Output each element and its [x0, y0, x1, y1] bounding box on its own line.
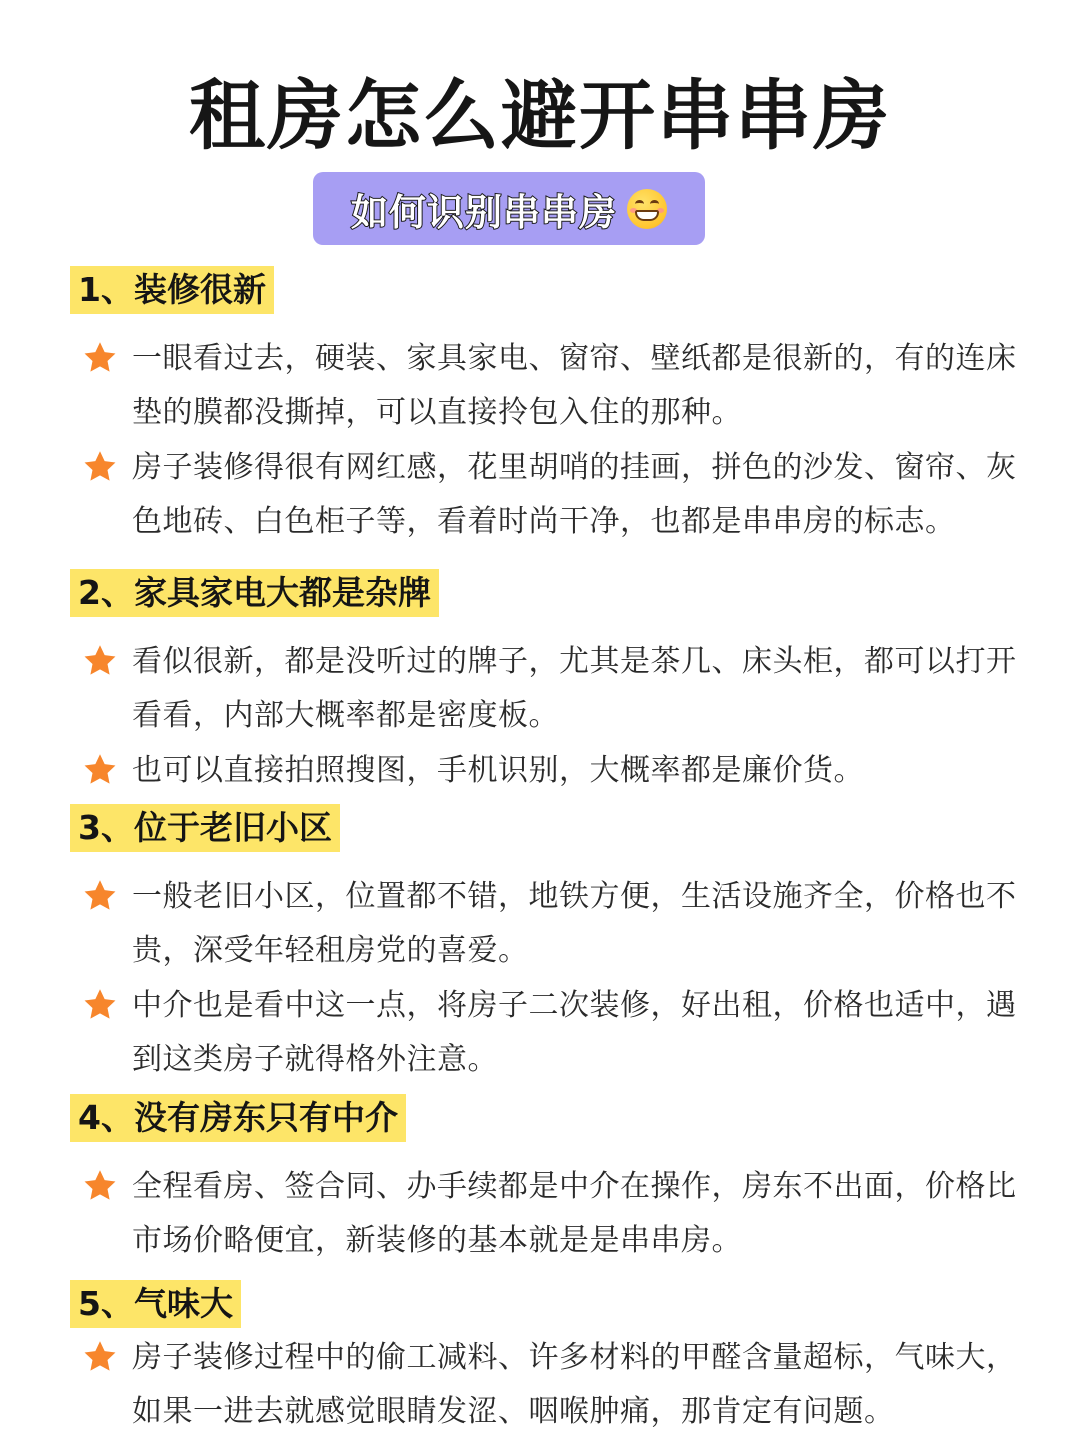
list-item-text: 也可以直接拍照搜图，手机识别，大概率都是廉价货。 [132, 753, 864, 788]
star-icon [82, 643, 118, 679]
list-item [82, 870, 1022, 978]
list-item [82, 744, 1022, 798]
list-item-text: 一般老旧小区，位置都不错，地铁方便，生活设施齐全，价格也不贵，深受年轻租房党的喜爱。 [132, 879, 1017, 968]
subtitle-text: 如何识别串串房 [351, 190, 617, 234]
star-icon [82, 1339, 118, 1375]
grinning-face-icon [627, 189, 667, 229]
list-item-text: 一眼看过去，硬装、家具家电、窗帘、壁纸都是很新的，有的连床垫的膜都没撕掉，可以直接拎包入住的那种。 [132, 341, 1017, 430]
star-icon [82, 1168, 118, 1204]
list-item [82, 441, 1022, 549]
list-item [82, 1160, 1022, 1268]
star-icon [82, 878, 118, 914]
star-icon [82, 752, 118, 788]
list-item [82, 1331, 1022, 1439]
list-item [82, 332, 1022, 440]
list-item-text: 全程看房、签合同、办手续都是中介在操作，房东不出面，价格比市场价略便宜，新装修的基本就是是串串房。 [132, 1169, 1017, 1258]
list-item [82, 635, 1022, 743]
section-heading-2: 2、家具家电大都是杂牌 [70, 569, 439, 617]
star-icon [82, 449, 118, 485]
section-heading-3: 3、位于老旧小区 [70, 804, 340, 852]
list-item-text: 房子装修得很有网红感，花里胡哨的挂画，拼色的沙发、窗帘、灰色地砖、白色柜子等，看着时尚干净，也都是串串房的标志。 [132, 450, 1017, 539]
star-icon [82, 987, 118, 1023]
section-heading-5: 5、气味大 [70, 1280, 241, 1328]
page-title: 租房怎么避开串串房 [189, 71, 891, 160]
subtitle-banner [313, 172, 705, 245]
list-item-text: 看似很新，都是没听过的牌子，尤其是茶几、床头柜，都可以打开看看，内部大概率都是密度板。 [132, 644, 1017, 733]
section-heading-4: 4、没有房东只有中介 [70, 1094, 406, 1142]
list-item [82, 979, 1022, 1087]
list-item-text: 中介也是看中这一点，将房子二次装修，好出租，价格也适中，遇到这类房子就得格外注意。 [132, 988, 1017, 1077]
star-icon [82, 340, 118, 376]
section-heading-1: 1、装修很新 [70, 266, 274, 314]
list-item-text: 房子装修过程中的偷工减料、许多材料的甲醛含量超标，气味大，如果一进去就感觉眼睛发涩、咽喉肿痛，那肯定有问题。 [132, 1340, 1017, 1429]
